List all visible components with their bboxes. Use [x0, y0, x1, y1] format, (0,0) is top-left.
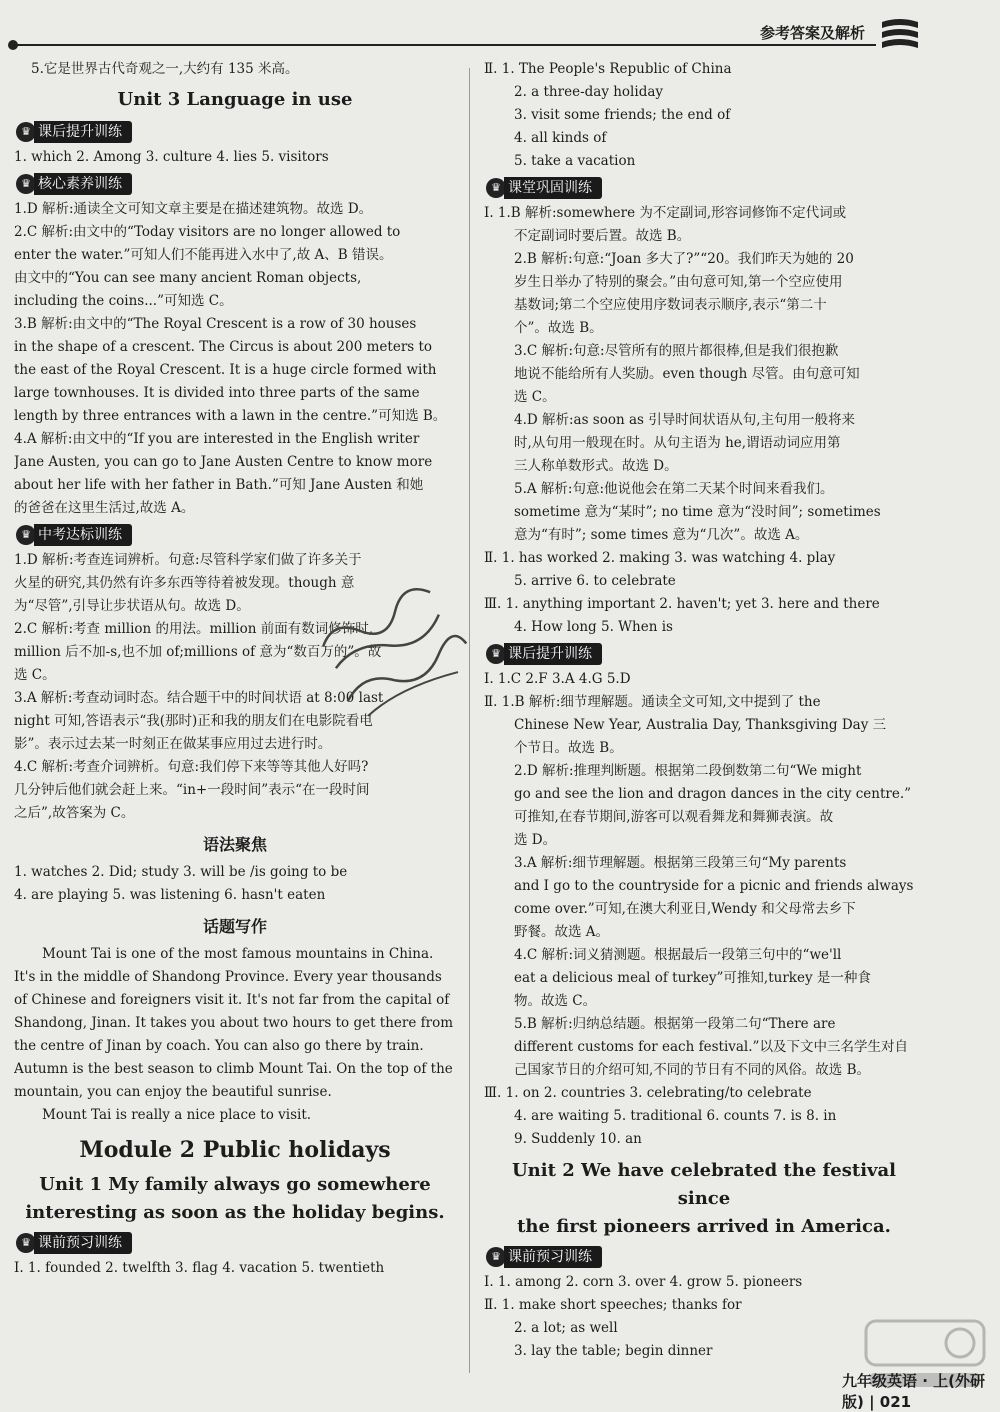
answer-line: 5. arrive 6. to celebrate	[514, 573, 676, 589]
answer-line: 意为“有时”; some times 意为“几次”。故选 A。	[514, 527, 809, 543]
answer-line: 不定副词时要后置。故选 B。	[514, 228, 691, 244]
crown-icon: ♛	[16, 525, 36, 545]
answer-line: 3.B 解析:由文中的“The Royal Crescent is a row of 30 houses	[14, 316, 417, 332]
answer-line: 5. take a vacation	[514, 153, 636, 169]
answer-line: 火星的研究,其仍然有许多东西等待着被发现。though 意	[14, 575, 355, 591]
answer-line: 3. visit some friends; the end of	[514, 107, 731, 123]
section-label: 课前预习训练	[34, 1232, 132, 1254]
unit3-title: Unit 3 Language in use	[117, 89, 353, 110]
unit1-title-cont: interesting as soon as the holiday begins.	[25, 1202, 445, 1223]
header-rule	[14, 44, 876, 46]
answer-line: Ⅱ. 1. has worked 2. making 3. was watching 4. play	[484, 550, 836, 566]
essay-line: It's in the middle of Shandong Province. Every year thousands	[14, 969, 442, 985]
crown-icon: ♛	[16, 174, 36, 194]
answer-line: 4.C 解析:考查介词辨析。句意:我们停下来等等其他人好吗?	[14, 759, 369, 775]
answer-line: 地说不能给所有人奖励。even though 尽管。由句意可知	[514, 366, 860, 382]
crown-icon: ♛	[16, 1233, 36, 1253]
answer-line: 1. which 2. Among 3. culture 4. lies 5. visitors	[14, 149, 329, 165]
answer-line: Jane Austen, you can go to Jane Austen Centre to know more	[14, 454, 433, 470]
answer-line: about her life with her father in Bath.”可知 Jane Austen 和她	[14, 477, 424, 493]
essay-line: Shandong, Jinan. It takes you about two hours to get there from	[14, 1015, 454, 1031]
answer-line: Ⅰ. 1. founded 2. twelfth 3. flag 4. vacation 5. twentieth	[14, 1260, 385, 1276]
writing-heading: 话题写作	[202, 917, 267, 936]
answer-line: 个”。故选 B。	[514, 320, 603, 336]
essay-line: the centre of Jinan by coach. You can also go there by train.	[14, 1038, 424, 1054]
answer-line: 基数词;第二个空应使用序数词表示顺序,表示“第二十	[514, 297, 827, 313]
answer-line: 由文中的“You can see many ancient Roman objects,	[14, 270, 362, 286]
answer-line: 1.D 解析:考查连词辨析。句意:尽管科学家们做了许多关于	[14, 552, 362, 568]
unit1-title: Unit 1 My family always go somewhere	[39, 1174, 431, 1195]
answer-line: 4. How long 5. When is	[514, 619, 673, 635]
section-header	[14, 120, 456, 144]
answer-line: sometime 意为“某时”; no time 意为“没时间”; sometimes	[514, 504, 881, 520]
answer-line: 2.C 解析:由文中的“Today visitors are no longer allowed to	[14, 224, 401, 240]
answer-line: 2. a three-day holiday	[514, 84, 664, 100]
answer-line: go and see the lion and dragon dances in the city centre.”	[514, 786, 912, 802]
answer-line: 三人称单数形式。故选 D。	[514, 458, 678, 474]
answer-line: including the coins...”可知选 C。	[14, 293, 233, 309]
answer-line: 4.C 解析:词义猜测题。根据最后一段第三句中的“we'll	[514, 947, 842, 963]
answer-line: 2.B 解析:句意:“Joan 多大了?”“20。我们昨天为她的 20	[514, 251, 854, 267]
section-label: 课后提升训练	[504, 643, 602, 665]
answer-line: 4.A 解析:由文中的“If you are interested in the English writer	[14, 431, 420, 447]
answer-line: Ⅰ. 1.C 2.F 3.A 4.G 5.D	[484, 671, 631, 687]
answer-line: enter the water.”可知人们不能再进入水中了,故 A、B 错误。	[14, 247, 393, 263]
answer-line: large townhouses. It is divided into three parts of the same	[14, 385, 420, 401]
answer-line: 影”。表示过去某一时刻正在做某事应用过去进行时。	[14, 736, 332, 752]
answer-line: 几分钟后他们就会赶上来。“in+一段时间”表示“在一段时间	[14, 782, 370, 798]
module2-title: Module 2 Public holidays	[79, 1137, 391, 1163]
left-column	[14, 58, 456, 1280]
answer-line: eat a delicious meal of turkey”可推知,turkey 是一种食	[514, 970, 871, 986]
answer-line: 选 C。	[14, 667, 56, 683]
answer-line: 3. lay the table; begin dinner	[514, 1343, 713, 1359]
section-header	[484, 642, 924, 666]
section-label: 课后提升训练	[34, 121, 132, 143]
answer-line: the east of the Royal Crescent. It is a huge circle formed with	[14, 362, 437, 378]
header-book-icon	[878, 14, 922, 54]
unit2-title: Unit 2 We have celebrated the festival since	[511, 1160, 896, 1209]
answer-line: 己国家节日的介绍可知,不同的节日有不同的风俗。故选 B。	[514, 1062, 871, 1078]
answer-line: 时,从句用一般现在时。从句主语为 he,谓语动词应用第	[514, 435, 841, 451]
answer-line: 可推知,在春节期间,游客可以观看舞龙和舞狮表演。故	[514, 809, 834, 825]
answer-line: 4. all kinds of	[514, 130, 607, 146]
crown-icon: ♛	[486, 644, 506, 664]
answer-line: 个节日。故选 B。	[514, 740, 623, 756]
answer-line: 5.它是世界古代奇观之一,大约有 135 米高。	[31, 61, 299, 77]
answer-line: come over.”可知,在澳大利亚日,Wendy 和父母常去乡下	[514, 901, 856, 917]
answer-line: 2.D 解析:推理判断题。根据第二段倒数第二句“We might	[514, 763, 862, 779]
section-label: 课前预习训练	[504, 1246, 602, 1268]
essay-line: Autumn is the best season to climb Mount Tai. On the top of the	[14, 1061, 453, 1077]
unit2-title-cont: the first pioneers arrived in America.	[517, 1216, 891, 1237]
section-label: 中考达标训练	[34, 524, 132, 546]
answer-line: 岁生日举办了特别的聚会。”由句意可知,第一个空应使用	[514, 274, 843, 290]
footer-separator: |	[869, 1393, 880, 1411]
answer-line: 5.A 解析:句意:他说他会在第二天某个时间来看我们。	[514, 481, 834, 497]
answer-line: Ⅱ. 1.B 解析:细节理解题。通读全文可知,文中提到了 the	[484, 694, 821, 710]
answer-line: 的爸爸在这里生活过,故选 A。	[14, 500, 195, 516]
answer-line: in the shape of a crescent. The Circus is about 200 meters to	[14, 339, 433, 355]
answer-line: Ⅱ. 1. The People's Republic of China	[484, 61, 732, 77]
section-header	[14, 172, 456, 196]
answer-line: 物。故选 C。	[514, 993, 597, 1009]
crown-icon: ♛	[486, 178, 506, 198]
answer-line: million 后不加-s,也不加 of;millions of 意为“数百万的”。故	[14, 644, 382, 660]
answer-line: Ⅰ. 1. among 2. corn 3. over 4. grow 5. pioneers	[484, 1274, 803, 1290]
answer-line: 4.D 解析:as soon as 引导时间状语从句,主句用一般将来	[514, 412, 856, 428]
answer-line: 选 D。	[514, 832, 557, 848]
answer-line: 9. Suddenly 10. an	[514, 1131, 642, 1147]
answer-line: night 可知,答语表示“我(那时)正和我的朋友们在电影院看电	[14, 713, 373, 729]
crown-icon: ♛	[16, 122, 36, 142]
page-footer	[842, 1370, 1000, 1412]
essay-line: Mount Tai is one of the most famous mountains in China.	[42, 946, 434, 962]
answer-line: 4. are waiting 5. traditional 6. counts 7. is 8. in	[514, 1108, 837, 1124]
answer-line: Ⅲ. 1. on 2. countries 3. celebrating/to celebrate	[484, 1085, 812, 1101]
answer-line: Ⅲ. 1. anything important 2. haven't; yet 3. here and there	[484, 596, 880, 612]
column-divider	[469, 68, 470, 1373]
answer-line: 2.C 解析:考查 million 的用法。million 前面有数词修饰时,	[14, 621, 374, 637]
answer-line: 1.D 解析:通读全文可知文章主要是在描述建筑物。故选 D。	[14, 201, 373, 217]
answer-line: 之后”,故答案为 C。	[14, 805, 135, 821]
answer-line: 2. a lot; as well	[514, 1320, 618, 1336]
answer-line: 野餐。故选 A。	[514, 924, 610, 940]
crown-icon: ♛	[486, 1247, 506, 1267]
footer-subject: 九年级英语 · 上(外研版)	[842, 1372, 985, 1411]
section-label: 课堂巩固训练	[504, 177, 602, 199]
answer-line: 3.C 解析:句意:尽管所有的照片都很棒,但是我们很抱歉	[514, 343, 839, 359]
essay-line: of Chinese and foreigners visit it. It's not far from the capital of	[14, 992, 450, 1008]
header-title: 参考答案及解析	[760, 24, 866, 42]
answer-line: length by three entrances with a lawn in the centre.”可知选 B。	[14, 408, 447, 424]
answer-line: different customs for each festival.”以及下文中三名学生对自	[514, 1039, 908, 1055]
answer-line: 选 C。	[514, 389, 556, 405]
essay-line: mountain, you can enjoy the beautiful sunrise.	[14, 1084, 332, 1100]
grammar-heading: 语法聚焦	[202, 835, 267, 854]
essay-line: Mount Tai is really a nice place to visit.	[42, 1107, 312, 1123]
answer-line: 4. are playing 5. was listening 6. hasn't eaten	[14, 887, 326, 903]
answer-line: Ⅱ. 1. make short speeches; thanks for	[484, 1297, 742, 1313]
answer-line: Ⅰ. 1.B 解析:somewhere 为不定副词,形容词修饰不定代词或	[484, 205, 847, 221]
answer-line: 1. watches 2. Did; study 3. will be /is going to be	[14, 864, 348, 880]
answer-line: and I go to the countryside for a picnic and friends always	[514, 878, 914, 894]
section-label: 核心素养训练	[34, 173, 132, 195]
section-header	[14, 1231, 456, 1255]
page-number: 021	[879, 1393, 912, 1411]
section-header	[484, 176, 924, 200]
answer-line: 3.A 解析:考查动词时态。结合题干中的时间状语 at 8:00 last	[14, 690, 384, 706]
section-header	[484, 1245, 924, 1269]
answer-line: 5.B 解析:归纳总结题。根据第一段第二句“There are	[514, 1016, 836, 1032]
answer-line: 为“尽管”,引导让步状语从句。故选 D。	[14, 598, 250, 614]
answer-line: 3.A 解析:细节理解题。根据第三段第三句“My parents	[514, 855, 847, 871]
right-column	[484, 58, 924, 1363]
answer-line: Chinese New Year, Australia Day, Thanksgiving Day 三	[514, 717, 887, 733]
section-header	[14, 523, 456, 547]
